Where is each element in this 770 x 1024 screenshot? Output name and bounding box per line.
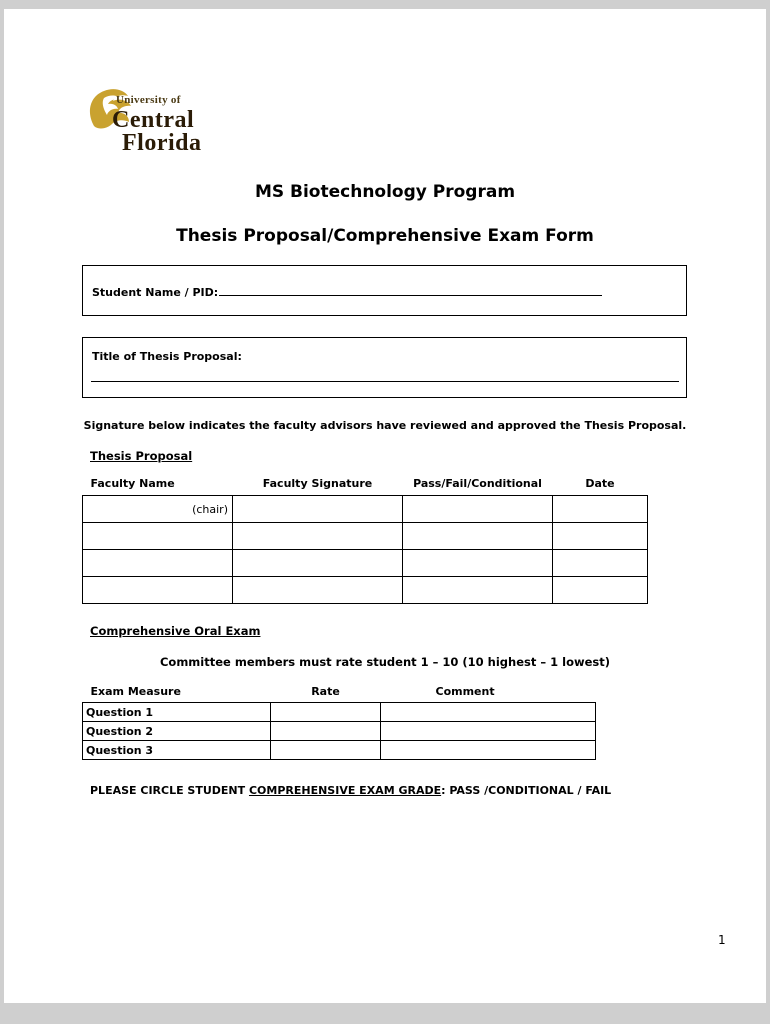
table-row xyxy=(83,703,596,722)
grade-instruction-prefix: PLEASE CIRCLE STUDENT xyxy=(90,784,249,797)
ucf-logo xyxy=(88,84,238,168)
table-row xyxy=(83,741,596,760)
logo-university-of: University of xyxy=(116,94,181,106)
table-cell[interactable] xyxy=(83,523,233,550)
table-cell[interactable] xyxy=(233,523,403,550)
table-cell[interactable] xyxy=(83,550,233,577)
logo-central: Central xyxy=(112,107,195,133)
table-cell[interactable] xyxy=(553,550,648,577)
page-number: 1 xyxy=(718,933,726,947)
thesis-proposal-heading: Thesis Proposal xyxy=(90,449,193,463)
col-header-exam-measure: Exam Measure xyxy=(90,685,181,698)
student-name-box xyxy=(82,265,687,316)
table-cell[interactable] xyxy=(381,703,596,722)
col-header-date: Date xyxy=(585,477,615,490)
thesis-title-input-line[interactable] xyxy=(91,381,679,382)
table-cell[interactable] xyxy=(271,703,381,722)
col-header-rate: Rate xyxy=(311,685,340,698)
table-cell[interactable] xyxy=(553,496,648,523)
oral-exam-heading: Comprehensive Oral Exam xyxy=(90,624,261,638)
grade-instruction-underlined: COMPREHENSIVE EXAM GRADE xyxy=(248,784,442,797)
table-row xyxy=(83,550,648,577)
table-row xyxy=(83,577,648,604)
logo-florida: Florida xyxy=(122,130,202,156)
table-cell[interactable] xyxy=(553,523,648,550)
program-title: MS Biotechnology Program xyxy=(254,182,516,202)
grade-circle-instruction xyxy=(90,784,611,797)
table-cell[interactable] xyxy=(403,550,553,577)
table-row xyxy=(83,523,648,550)
student-name-label: Student Name / PID: xyxy=(92,286,219,299)
question-1-label: Question 1 xyxy=(83,703,271,722)
oral-exam-table xyxy=(82,685,596,760)
table-cell[interactable] xyxy=(233,496,403,523)
table-cell[interactable] xyxy=(233,550,403,577)
table-cell[interactable] xyxy=(271,722,381,741)
question-2-label: Question 2 xyxy=(83,722,271,741)
table-row xyxy=(83,496,648,523)
student-name-input-line[interactable] xyxy=(219,284,602,296)
table-cell[interactable] xyxy=(553,577,648,604)
thesis-proposal-table xyxy=(82,477,648,604)
thesis-table-header-row xyxy=(83,477,648,496)
table-cell[interactable] xyxy=(271,741,381,760)
table-row xyxy=(83,722,596,741)
table-cell[interactable] xyxy=(403,577,553,604)
table-cell[interactable] xyxy=(381,722,596,741)
col-header-faculty-signature: Faculty Signature xyxy=(262,477,373,490)
table-cell[interactable] xyxy=(381,741,596,760)
col-header-faculty-name: Faculty Name xyxy=(90,477,175,490)
chair-cell[interactable]: (chair) xyxy=(83,496,233,523)
oral-exam-header-row xyxy=(83,685,596,703)
col-header-comment: Comment xyxy=(435,685,495,698)
question-3-label: Question 3 xyxy=(83,741,271,760)
rating-instruction: Committee members must rate student 1 – 10 (10 highest – 1 lowest) xyxy=(159,655,610,669)
table-cell[interactable] xyxy=(403,523,553,550)
grade-instruction-suffix: : PASS /CONDITIONAL / FAIL xyxy=(441,784,612,797)
table-cell[interactable] xyxy=(83,577,233,604)
form-title: Thesis Proposal/Comprehensive Exam Form xyxy=(176,226,594,246)
thesis-title-box xyxy=(82,337,687,398)
col-header-pass-fail: Pass/Fail/Conditional xyxy=(413,477,542,490)
signature-instruction: Signature below indicates the faculty advisors have reviewed and approved the Thesis Proposal. xyxy=(83,419,687,432)
thesis-title-label: Title of Thesis Proposal: xyxy=(92,350,242,363)
table-cell[interactable] xyxy=(403,496,553,523)
table-cell[interactable] xyxy=(233,577,403,604)
